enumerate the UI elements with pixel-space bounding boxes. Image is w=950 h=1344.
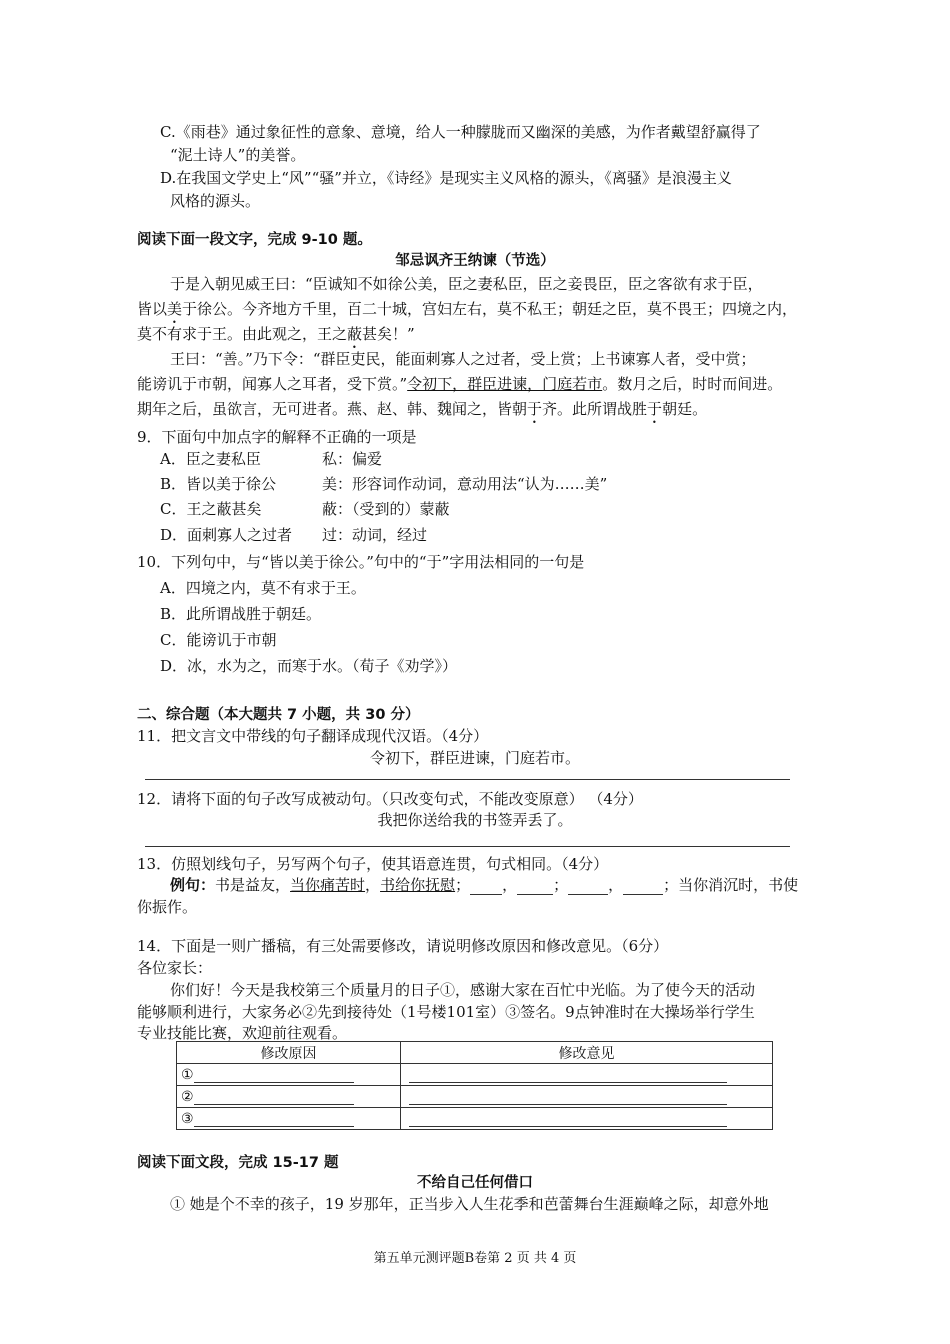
table-row bbox=[177, 1064, 773, 1086]
option-d-line1: D.在我国文学史上“风”“骚”并立，《诗经》是现实主义风格的源头，《离骚》是浪漫主义 bbox=[160, 169, 732, 187]
reading1-title: 邹忌讽齐王纳谏（节选） bbox=[395, 253, 555, 269]
q14-stem: 14．下面是一则广播稿，有三处需要修改，请说明修改原因和修改意见。（6分） bbox=[137, 937, 669, 955]
q9-stem: 9．下面句中加点字的解释不正确的一项是 bbox=[137, 428, 417, 446]
q10-option-b: B．此所谓战胜于朝廷。 bbox=[160, 605, 322, 623]
q12-stem: 12．请将下面的句子改写成被动句。（只改变句式，不能改变原意） （4分） bbox=[137, 790, 643, 808]
broadcast-line: 专业技能比赛，欢迎前往观看。 bbox=[137, 1024, 348, 1042]
section2-title: 二、综合题（本大题共 7 小题，共 30 分） bbox=[137, 707, 420, 723]
passage-line: 王曰：“善。”乃下令：“群臣吏民，能面刺寡人之过者，受上赏；上书谏寡人者，受中赏； bbox=[170, 350, 756, 368]
q14-salutation: 各位家长： bbox=[137, 959, 213, 977]
q12-sentence: 我把你送给我的书签弄丢了。 bbox=[377, 811, 573, 829]
advice-cell[interactable] bbox=[401, 1108, 773, 1130]
q13-line2: 你振作。 bbox=[137, 898, 198, 916]
q9-option-c-exp: 蔽：（受到的）蒙蔽 bbox=[322, 500, 450, 518]
q9-option-c: C．王之蔽甚矣 bbox=[160, 500, 262, 518]
blank-field[interactable] bbox=[517, 880, 553, 895]
passage-line: 皆以美于徐公。今齐地方千里，百二十城，宫妇左右，莫不私王；朝廷之臣，莫不畏王；四境之内， bbox=[137, 300, 798, 318]
reason-cell[interactable]: ③ bbox=[177, 1108, 401, 1130]
q10-option-a: A．四境之内，莫不有求于王。 bbox=[160, 579, 366, 597]
q13-stem: 13．仿照划线句子，另写两个句子，使其语意连贯，句式相同。（4分） bbox=[137, 855, 609, 873]
advice-cell[interactable] bbox=[401, 1086, 773, 1108]
option-c-line2: “泥土诗人”的美誉。 bbox=[170, 146, 306, 164]
table-header-advice: 修改意见 bbox=[401, 1042, 773, 1064]
q9-option-d-exp: 过：动词，经过 bbox=[322, 526, 428, 544]
q9-option-b: B．皆以美于徐公 bbox=[160, 475, 277, 493]
reading2-instruction: 阅读下面文段，完成 15-17 题 bbox=[137, 1155, 339, 1171]
option-c-line1: C.《雨巷》通过象征性的意象、意境，给人一种朦胧而又幽深的美感，为作者戴望舒赢得了 bbox=[160, 123, 761, 141]
passage-line: 莫不有求于王。由此观之，王之蔽甚矣！” bbox=[137, 325, 415, 343]
option-d-line2: 风格的源头。 bbox=[170, 192, 261, 210]
q9-option-a: A．臣之妻私臣 bbox=[160, 450, 261, 468]
q9-option-a-exp: 私：偏爱 bbox=[322, 450, 383, 468]
table-header-reason: 修改原因 bbox=[177, 1042, 401, 1064]
q11-sentence: 令初下，群臣进谏，门庭若市。 bbox=[369, 749, 580, 767]
q13-example: 例句：书是益友，当你痛苦时，书给你抚慰； ， ； ， ；当你消沉时，书使 bbox=[170, 876, 799, 894]
reason-cell[interactable]: ② bbox=[177, 1086, 401, 1108]
underlined-sentence: 令初下，群臣进谏，门庭若市 bbox=[407, 375, 603, 393]
q10-option-c: C．能谤讥于市朝 bbox=[160, 631, 277, 649]
q10-option-d: D．冰，水为之，而寒于水。（荀子《劝学》） bbox=[160, 657, 458, 675]
q9-option-b-exp: 美：形容词作动词，意动用法“认为……美” bbox=[322, 475, 608, 493]
answer-line[interactable] bbox=[145, 846, 790, 847]
table-row bbox=[177, 1108, 773, 1130]
reason-cell[interactable]: ① bbox=[177, 1064, 401, 1086]
passage-line: 期年之后，虽欲言，无可进者。燕、赵、韩、魏闻之，皆朝于齐。此所谓战胜于朝廷。 bbox=[137, 400, 708, 418]
passage-line: 能谤讥于市朝，闻寡人之耳者，受下赏。”令初下，群臣进谏，门庭若市。数月之后，时时而间进。 bbox=[137, 375, 783, 393]
q11-stem: 11．把文言文中带线的句子翻译成现代汉语。（4分） bbox=[137, 727, 489, 745]
revision-table bbox=[176, 1041, 773, 1130]
broadcast-line: 你们好！今天是我校第三个质量月的日子①，感谢大家在百忙中光临。为了使今天的活动 bbox=[170, 981, 756, 999]
reading2-title: 不给自己任何借口 bbox=[417, 1175, 533, 1191]
table-row bbox=[177, 1086, 773, 1108]
page-footer: 第五单元测评题B卷第 2 页 共 4 页 bbox=[373, 1251, 577, 1266]
blank-field[interactable] bbox=[568, 880, 608, 895]
advice-cell[interactable] bbox=[401, 1064, 773, 1086]
q10-stem: 10．下列句中，与“皆以美于徐公。”句中的“于”字用法相同的一句是 bbox=[137, 553, 585, 571]
broadcast-line: 能够顺利进行，大家务必②先到接待处（1号楼101室）③签名。9点钟准时在大操场举行学生 bbox=[137, 1003, 755, 1021]
passage-line: 于是入朝见威王曰：“臣诚知不如徐公美，臣之妻私臣，臣之妾畏臣，臣之客欲有求于臣， bbox=[170, 275, 763, 293]
blank-field[interactable] bbox=[470, 880, 502, 895]
blank-field[interactable] bbox=[623, 880, 663, 895]
passage-line: ① 她是个不幸的孩子，19 岁那年，正当步入人生花季和芭蕾舞台生涯巅峰之际，却意外地 bbox=[170, 1195, 769, 1213]
q9-option-d: D．面刺寡人之过者 bbox=[160, 526, 293, 544]
answer-line[interactable] bbox=[145, 779, 790, 780]
reading1-instruction: 阅读下面一段文字，完成 9-10 题。 bbox=[137, 232, 372, 248]
